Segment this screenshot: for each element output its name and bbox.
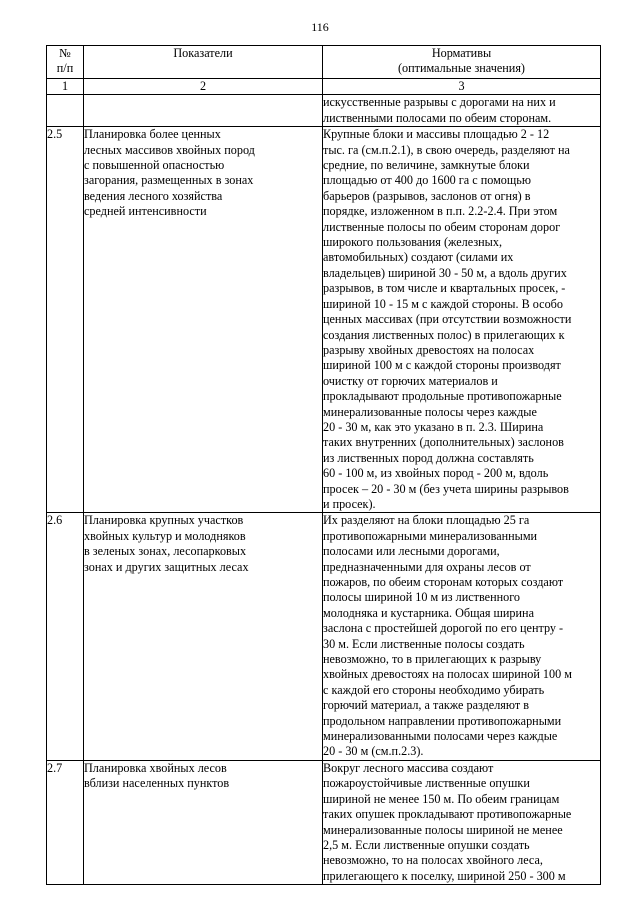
norm-line: таких внутренних (дополнительных) заслонов xyxy=(323,435,564,450)
row-number: 2.5 xyxy=(47,127,84,513)
header-indicators: Показатели xyxy=(84,46,323,79)
row-indicator xyxy=(84,127,323,513)
norm-line: шириной 10 - 15 м с каждой стороны. В особо xyxy=(323,296,563,311)
norm-line: искусственные разрывы с дорогами на них и xyxy=(323,95,556,110)
indicator-line: Планировка более ценных xyxy=(84,127,221,142)
column-numbering-row xyxy=(47,79,601,95)
norm-line: предназначенными для охраны лесов от xyxy=(323,559,531,574)
norm-line: полосами или лесными дорогами, xyxy=(323,544,500,559)
norms-table xyxy=(46,45,601,885)
row-indicator xyxy=(84,513,323,761)
indicator-line: Планировка хвойных лесов xyxy=(84,760,227,775)
row-norm xyxy=(323,513,601,761)
header-number-line: п/п xyxy=(56,61,74,76)
page-number: 116 xyxy=(311,20,329,34)
norm-line: невозможно, то в прилегающих к разрыву xyxy=(323,652,542,667)
table-header-row xyxy=(47,46,601,79)
indicator-line: хвойных культур и молодняков xyxy=(84,528,246,543)
row-norm xyxy=(323,760,601,884)
norm-line: барьеров (разрывов, заслонов от огня) в xyxy=(323,188,531,203)
table-row xyxy=(47,513,601,761)
norm-line: хвойных древостоях на полосах шириной 100 м xyxy=(323,667,572,682)
norm-line: минерализованные полосы через каждые xyxy=(323,404,537,419)
norm-line: площадью от 400 до 1600 га с помощью xyxy=(323,173,531,188)
norm-line: автомобильных) создают (силами их xyxy=(323,250,514,265)
norm-line: продольном направлении противопожарными xyxy=(323,713,562,728)
norm-line: широкого пользования (железных, xyxy=(323,235,502,250)
indicator-line: лесных массивов хвойных пород xyxy=(84,142,255,157)
row-indicator xyxy=(84,760,323,884)
row-norm xyxy=(323,127,601,513)
header-number xyxy=(47,46,84,79)
indicator-line: зонах и других защитных лесах xyxy=(84,559,249,574)
norm-line: 20 - 30 м, как это указано в п. 2.3. Ширина xyxy=(323,419,544,434)
table-body xyxy=(47,95,601,885)
row-number: 2.6 xyxy=(47,513,84,761)
norm-line: лиственными полосами по обеим сторонам. xyxy=(323,110,552,125)
norm-line: пожароустойчивые лиственные опушки xyxy=(323,776,530,791)
norm-line: 60 - 100 м, из хвойных пород - 200 м, вдоль xyxy=(323,466,549,481)
norm-line: горючий материал, а также разделяют в xyxy=(323,698,529,713)
norm-line: создания лиственных полос) в прилегающих к xyxy=(323,327,565,342)
norm-line: молодняка и кустарника. Общая ширина xyxy=(323,605,534,620)
norm-line: разрывов, в том числе и квартальных просек, - xyxy=(323,281,566,296)
norm-line: шириной не менее 150 м. По обеим границам xyxy=(323,791,560,806)
norm-line: прокладывают продольные противопожарные xyxy=(323,389,562,404)
header-norms xyxy=(323,46,601,79)
norm-line: шириной 100 м с каждой стороны производят xyxy=(323,358,561,373)
norm-line: минерализованные полосы шириной не менее xyxy=(323,822,563,837)
header-number-line: № xyxy=(59,46,71,60)
column-number: 1 xyxy=(47,79,84,95)
norm-line: лиственные полосы по обеим сторонам дорог xyxy=(323,219,561,234)
norm-line: тыс. га (см.п.2.1), в свою очередь, разделяют на xyxy=(323,142,570,157)
norm-line: владельцев) шириной 30 - 50 м, а вдоль других xyxy=(323,265,567,280)
norm-line: 30 м. Если лиственные полосы создать xyxy=(323,636,525,651)
table-row xyxy=(47,760,601,884)
indicator-line: ведения лесного хозяйства xyxy=(84,188,223,203)
row-number: 2.7 xyxy=(47,760,84,884)
norm-line: Их разделяют на блоки площадью 25 га xyxy=(323,513,530,528)
norm-line: из лиственных пород должна составлять xyxy=(323,450,534,465)
norm-line: невозможно, то на полосах хвойного леса, xyxy=(323,853,543,868)
norm-line: пожаров, по обеим сторонам которых создают xyxy=(323,575,564,589)
indicator-line: с повышенной опасностью xyxy=(84,158,225,173)
indicator-line: вблизи населенных пунктов xyxy=(84,776,230,791)
norm-line: и просек). xyxy=(323,496,376,511)
norm-line: таких опушек прокладывают противопожарные xyxy=(323,807,572,822)
norm-line: 2,5 м. Если лиственные опушки создать xyxy=(323,837,530,852)
column-number: 3 xyxy=(323,79,601,95)
indicator-line: загорания, размещенных в зонах xyxy=(84,173,254,188)
indicator-line: Планировка крупных участков xyxy=(84,513,244,528)
norm-line: противопожарными минерализованными xyxy=(323,528,538,543)
header-norms-line: Нормативы xyxy=(431,46,492,60)
column-number: 2 xyxy=(84,79,323,95)
norm-line: очистку от горючих материалов и xyxy=(323,373,498,388)
row-norm xyxy=(323,95,601,127)
norm-line: Крупные блоки и массивы площадью 2 - 12 xyxy=(323,127,550,142)
norm-line: 20 - 30 м (см.п.2.3). xyxy=(323,744,424,759)
norm-line: просек – 20 - 30 м (без учета ширины разрывов xyxy=(323,481,569,496)
indicator-line: средней интенсивности xyxy=(84,204,207,219)
header-norms-line: (оптимальные значения) xyxy=(398,61,525,76)
row-indicator xyxy=(84,95,323,127)
norm-line: разрыву хвойных древостоях на полосах xyxy=(323,342,535,357)
norm-line: минерализованными полосами через каждые xyxy=(323,729,558,744)
indicator-line: в зеленых зонах, лесопарковых xyxy=(84,544,247,559)
norm-line: заслона с простейшей дорогой по его центру - xyxy=(323,621,564,636)
table-row xyxy=(47,127,601,513)
norm-line: средние, по величине, замкнутые блоки xyxy=(323,158,530,173)
norm-line: Вокруг лесного массива создают xyxy=(323,760,494,775)
norm-line: ценных массивах (при отсутствии возможности xyxy=(323,312,572,327)
table-row xyxy=(47,95,601,127)
norm-line: порядке, изложенном в п.п. 2.2-2.4. При этом xyxy=(323,204,558,219)
row-number xyxy=(47,95,84,127)
norm-line: с каждой его стороны необходимо убирать xyxy=(323,682,545,697)
norm-line: полосы шириной 10 м из лиственного xyxy=(323,590,521,605)
norm-line: прилегающего к поселку, шириной 250 - 300 м xyxy=(323,868,566,883)
